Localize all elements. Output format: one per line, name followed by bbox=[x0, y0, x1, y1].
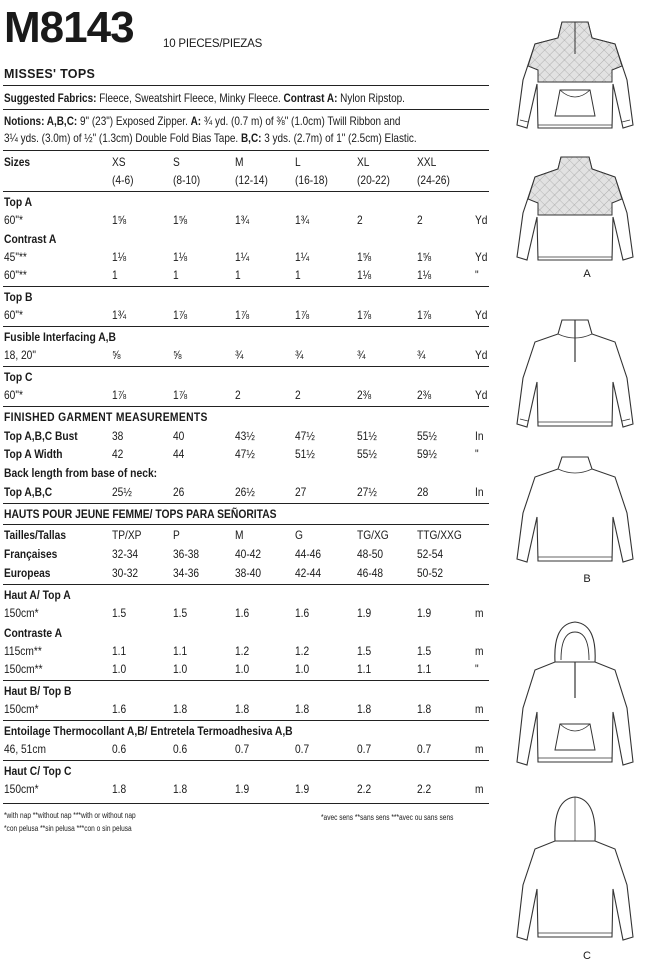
section-title: Fusible Interfacing A,B bbox=[4, 330, 117, 344]
section-title: Haut A/ Top A bbox=[4, 588, 71, 602]
divider bbox=[3, 286, 489, 287]
table-row: Top A,B,C 25½ 26 26½ 27 27½ 28 In bbox=[4, 485, 484, 499]
divider bbox=[3, 524, 489, 525]
divider bbox=[3, 760, 489, 761]
divider bbox=[3, 503, 489, 504]
divider bbox=[3, 680, 489, 681]
table-row: 60"* 1⅝ 1⅝ 1¾ 1¾ 2 2 Yd bbox=[4, 213, 488, 227]
europeas-row: Europeas 30-32 34-36 38-40 42-44 46-48 50-52 bbox=[4, 566, 444, 580]
divider bbox=[3, 150, 489, 151]
section-title: Top C bbox=[4, 370, 33, 384]
notions-line-2: 3¼ yds. (3.0m) of ½" (1.3cm) Double Fold Bias Tape. B,C: 3 yds. (2.7m) of 1" (2.5cm) Elastic. bbox=[4, 131, 417, 145]
suggested-fabrics: Suggested Fabrics: Fleece, Sweatshirt Fleece, Minky Fleece. Contrast A: Nylon Ripstop. bbox=[4, 91, 405, 105]
sizes-header-row: Sizes XS S M L XL XXL bbox=[4, 155, 437, 169]
table-row: Top A Width 42 44 47½ 51½ 55½ 59½ " bbox=[4, 447, 479, 461]
table-row: 150cm** 1.0 1.0 1.0 1.0 1.1 1.1 " bbox=[4, 662, 479, 676]
section-title: Contraste A bbox=[4, 626, 63, 640]
table-row: 60"* 1⅞ 1⅞ 2 2 2⅜ 2⅜ Yd bbox=[4, 388, 488, 402]
table-row: 45"** 1⅛ 1⅛ 1¼ 1¼ 1⅝ 1⅝ Yd bbox=[4, 250, 488, 264]
table-row: 60"* 1¾ 1⅞ 1⅞ 1⅞ 1⅞ 1⅞ Yd bbox=[4, 308, 488, 322]
section-title: Top B bbox=[4, 290, 33, 304]
footnote-english: *with nap **without nap ***with or without nap bbox=[4, 811, 136, 820]
section-title: Top A bbox=[4, 195, 33, 209]
section-title: Entoilage Thermocollant A,B/ Entretela Termoadhesiva A,B bbox=[4, 724, 293, 738]
view-a-back-illustration bbox=[515, 155, 635, 265]
back-length-title: Back length from base of neck: bbox=[4, 466, 158, 480]
divider bbox=[3, 720, 489, 721]
metric-title: HAUTS POUR JEUNE FEMME/ TOPS PARA SEÑORITAS bbox=[4, 507, 277, 521]
table-row: 46, 51cm 0.6 0.6 0.7 0.7 0.7 0.7 m bbox=[4, 742, 484, 756]
notions-line-1: Notions: A,B,C: 9" (23") Exposed Zipper. A: ¾ yd. (0.7 m) of ⅜" (1.0cm) Twill Ribbon and bbox=[4, 114, 401, 128]
table-row: 18, 20" ⅝ ⅝ ¾ ¾ ¾ ¾ Yd bbox=[4, 348, 488, 362]
divider bbox=[3, 109, 489, 110]
section-title: Haut C/ Top C bbox=[4, 764, 72, 778]
section-title: Contrast A bbox=[4, 232, 57, 246]
view-label-b: B bbox=[583, 573, 591, 585]
footnote-french: *avec sens **sans sens ***avec ou sans sens bbox=[321, 813, 454, 822]
view-c-back-illustration bbox=[515, 795, 635, 945]
section-title: Haut B/ Top B bbox=[4, 684, 72, 698]
view-label-c: C bbox=[583, 950, 591, 962]
divider bbox=[3, 584, 489, 585]
size-range-row: (4-6) (8-10) (12-14) (16-18) (20-22) (24-26) bbox=[112, 173, 450, 187]
divider bbox=[3, 803, 489, 804]
table-row: 150cm* 1.6 1.8 1.8 1.8 1.8 1.8 m bbox=[4, 702, 484, 716]
view-c-front-illustration bbox=[515, 620, 635, 770]
footnote-spanish: *con pelusa **sin pelusa ***con o sin pelusa bbox=[4, 824, 132, 833]
divider bbox=[3, 366, 489, 367]
view-b-back-illustration bbox=[515, 455, 635, 570]
divider bbox=[3, 85, 489, 86]
table-row: 115cm** 1.1 1.1 1.2 1.2 1.5 1.5 m bbox=[4, 644, 484, 658]
pattern-number: M8143 bbox=[4, 3, 134, 52]
view-illustrations bbox=[497, 0, 653, 980]
view-b-front-illustration bbox=[515, 318, 635, 433]
finished-measurements-title: FINISHED GARMENT MEASUREMENTS bbox=[4, 410, 208, 424]
table-row: Top A,B,C Bust 38 40 43½ 47½ 51½ 55½ In bbox=[4, 429, 484, 443]
divider bbox=[3, 326, 489, 327]
francaises-row: Françaises 32-34 36-38 40-42 44-46 48-50 52-54 bbox=[4, 547, 444, 561]
table-row: 150cm* 1.5 1.5 1.6 1.6 1.9 1.9 m bbox=[4, 606, 484, 620]
divider bbox=[3, 406, 489, 407]
view-label-a: A bbox=[583, 268, 591, 280]
table-row: 60"** 1 1 1 1 1⅛ 1⅛ " bbox=[4, 268, 479, 282]
pattern-subtitle: MISSES' TOPS bbox=[4, 67, 96, 81]
piece-count: 10 PIECES/PIEZAS bbox=[163, 38, 263, 50]
divider bbox=[3, 191, 489, 192]
view-a-front-illustration bbox=[515, 20, 635, 135]
table-row: 150cm* 1.8 1.8 1.9 1.9 2.2 2.2 m bbox=[4, 782, 484, 796]
tailles-row: Tailles/Tallas TP/XP P M G TG/XG TTG/XXG bbox=[4, 528, 462, 542]
